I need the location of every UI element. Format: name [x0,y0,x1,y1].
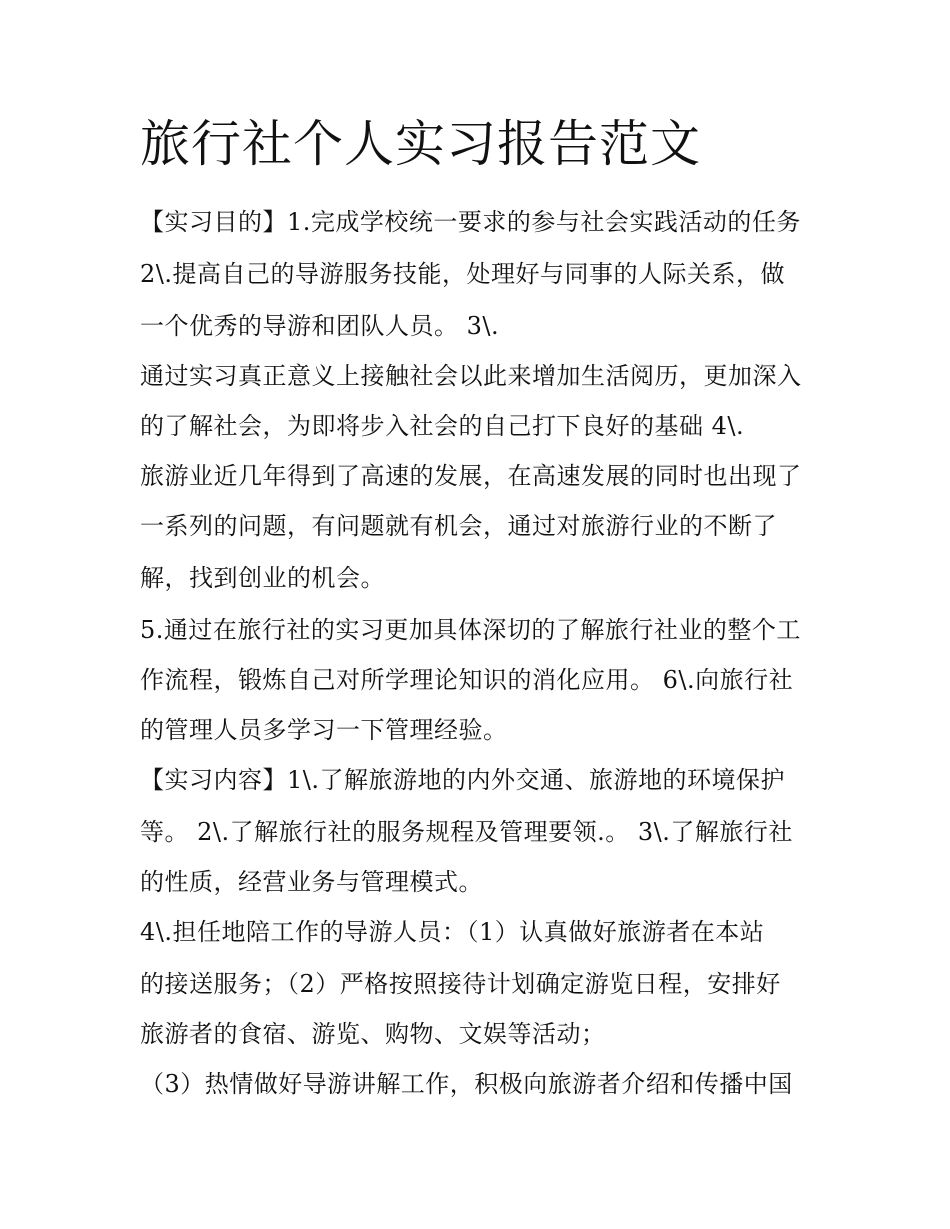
body-line: 的管理人员多学习一下管理经验。 [140,716,508,744]
document-title: 旅行社个人实习报告范文 [140,115,701,173]
body-line: 通过实习真正意义上接触社会以此来增加生活阅历，更加深入 [140,362,802,390]
body-line: 的接送服务；（2）严格按照接待计划确定游览日程，安排好 [140,970,781,998]
body-line: 旅游业近几年得到了高速的发展，在高速发展的同时也出现了 [140,462,802,490]
body-line: 5.通过在旅行社的实习更加具体深切的了解旅行社业的整个工 [140,616,801,644]
body-line: 的性质，经营业务与管理模式。 [140,868,483,896]
body-line: 旅游者的食宿、游览、购物、文娱等活动； [140,1020,606,1048]
body-line: 一个优秀的导游和团队人员。 3\. [140,312,500,340]
body-line: 【实习目的】1.完成学校统一要求的参与社会实践活动的任务 [140,208,801,236]
body-line: （3）热情做好导游讲解工作，积极向旅游者介绍和传播中国 [140,1070,793,1098]
body-line: 一系列的问题，有问题就有机会，通过对旅游行业的不断了 [140,512,777,540]
body-line: 4\.担任地陪工作的导游人员：（1）认真做好旅游者在本站 [140,918,765,946]
body-line: 2\.提高自己的导游服务技能，处理好与同事的人际关系，做 [140,260,785,288]
body-line: 【实习内容】1\.了解旅游地的内外交通、旅游地的环境保护 [140,766,785,794]
body-line: 作流程，锻炼自己对所学理论知识的消化应用。 6\.向旅行社 [140,666,794,694]
body-line: 的了解社会，为即将步入社会的自己打下良好的基础 4\. [140,412,745,440]
body-line: 等。 2\.了解旅行社的服务规程及管理要领.。 3\.了解旅行社 [140,818,793,846]
body-line: 解，找到创业的机会。 [140,564,385,592]
